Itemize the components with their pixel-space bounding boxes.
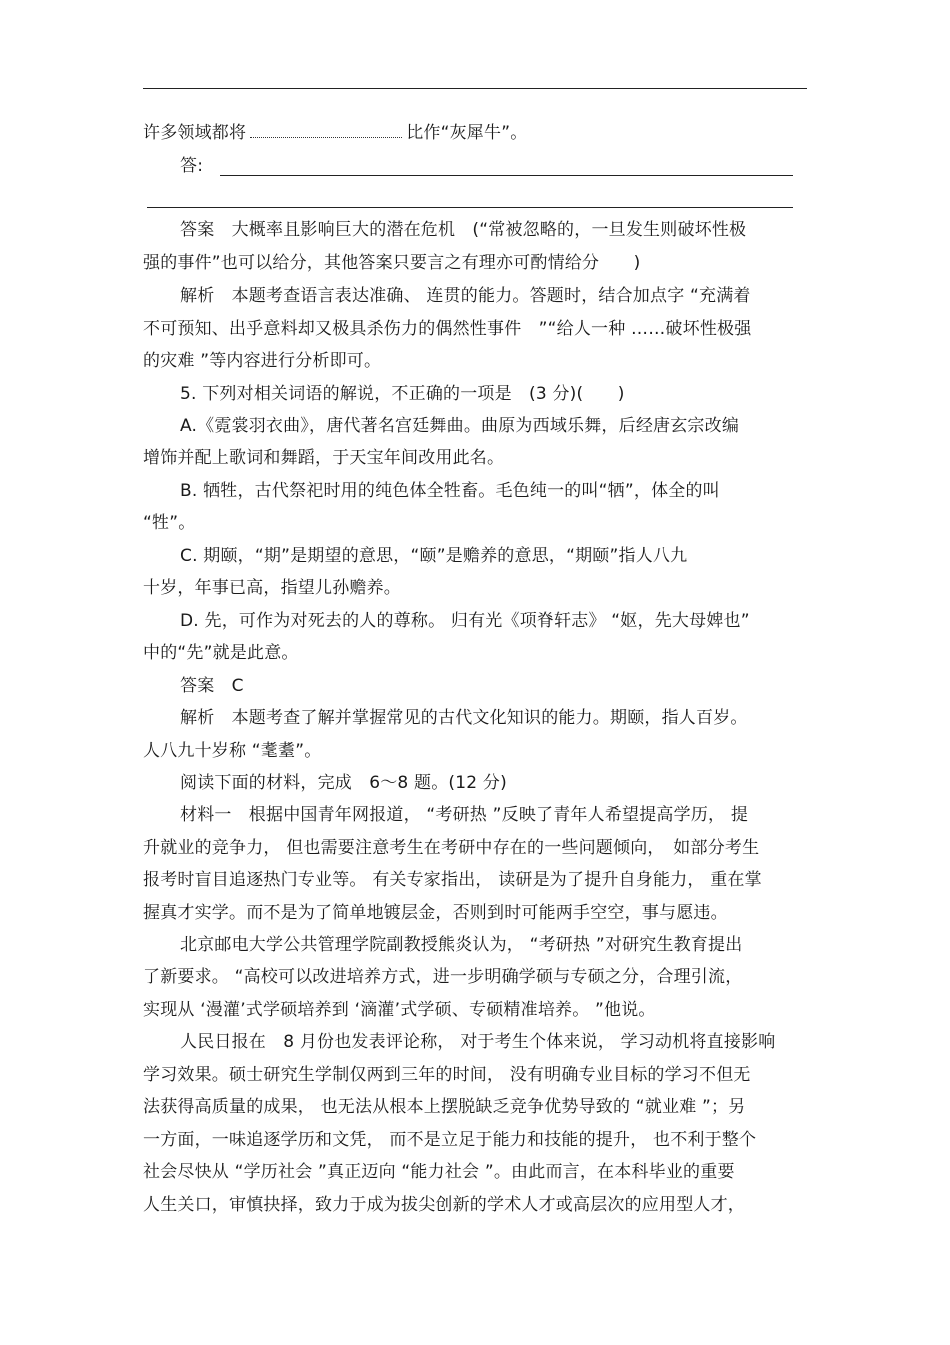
material-paragraph-line: 实现从 ‘漫灌’式学硕培养到 ‘滴灌’式学硕、专硕精准培养。 ”他说。 (143, 1000, 656, 1020)
option-c: C. 期颐，“期”是期望的意思，“颐”是赡养的意思，“期颐”指人八九 (180, 546, 688, 566)
q5-analysis-line: 人八九十岁称 “耄耋”。 (143, 741, 322, 761)
question-5-stem: 5. 下列对相关词语的解说，不正确的一项是 (3 分)( ) (180, 384, 625, 404)
option-d-cont: 中的“先”就是此意。 (143, 643, 299, 663)
question-4-stem-tail (143, 122, 807, 144)
answer-line-2[interactable] (147, 207, 793, 208)
option-c-cont: 十岁，年事已高，指望儿孙赡养。 (143, 578, 401, 598)
material-paragraph-line: 北京邮电大学公共管理学院副教授熊炎认为， “考研热 ”对研究生教育提出 (180, 935, 743, 955)
q4-analysis-line: 的灾难 ”等内容进行分析即可。 (143, 351, 382, 371)
material-paragraph-line: 一方面，一味追逐学历和文凭， 而不是立足于能力和技能的提升， 也不利于整个 (143, 1130, 757, 1150)
option-a: A.《霓裳羽衣曲》，唐代著名宫廷舞曲。曲原为西域乐舞，后经唐玄宗改编 (180, 416, 740, 436)
answer-label: 答: (180, 156, 204, 176)
material-paragraph-line: 握真才实学。而不是为了简单地镀层金，否则到时可能两手空空，事与愿违。 (143, 903, 728, 923)
q4-answer-line: 答案 大概率且影响巨大的潜在危机 (“常被忽略的，一旦发生则破坏性极 (180, 220, 747, 240)
option-b-cont: “牲”。 (143, 513, 196, 533)
material-paragraph-line: 了新要求。 “高校可以改进培养方式，进一步明确学硕与专硕之分，合理引流， (143, 967, 743, 987)
answer-line-1[interactable] (220, 175, 793, 176)
material-paragraph-line: 人生关口，审慎抉择，致力于成为拔尖创新的学术人才或高层次的应用型人才， (143, 1195, 745, 1215)
material-paragraph-line: 学习效果。硕士研究生学制仅两到三年的时间， 没有明确专业目标的学习不但无 (143, 1065, 751, 1085)
material-paragraph-line: 材料一 根据中国青年网报道， “考研热 ”反映了青年人希望提高学历， 提 (180, 805, 749, 825)
fill-blank[interactable] (250, 123, 402, 138)
material-paragraph-line: 人民日报在 8 月份也发表评论称， 对于考生个体来说， 学习动机将直接影响 (180, 1032, 776, 1052)
q4-analysis-line: 不可预知、出乎意料却又极具杀伤力的偶然性事件 ”“给人一种 ……破坏性极强 (143, 319, 752, 339)
q4-answer-line: 强的事件”也可以给分，其他答案只要言之有理亦可酌情给分 ) (143, 253, 641, 273)
option-b: B. 牺牲，古代祭祀时用的纯色体全牲畜。毛色纯一的叫“牺”，体全的叫 (180, 481, 720, 501)
q5-analysis-line: 解析 本题考查了解并掌握常见的古代文化知识的能力。期颐，指人百岁。 (180, 708, 748, 728)
material-paragraph-line: 法获得高质量的成果， 也无法从根本上摆脱缺乏竞争优势导致的 “就业难 ”；另 (143, 1097, 746, 1117)
q5-answer: 答案 C (180, 676, 244, 696)
header-rule (143, 88, 807, 89)
material-paragraph-line: 升就业的竞争力， 但也需要注意考生在考研中存在的一些问题倾向， 如部分考生 (143, 838, 760, 858)
option-a-cont: 增饰并配上歌词和舞蹈，于天宝年间改用此名。 (143, 448, 505, 468)
option-d: D. 先，可作为对死去的人的尊称。 归有光《项脊轩志》 “妪，先大母婢也” (180, 611, 750, 631)
stem-text-before: 许多领域都将 (143, 123, 247, 143)
reading-intro: 阅读下面的材料，完成 6～8 题。(12 分) (180, 773, 507, 793)
stem-text-after: 比作“灰犀牛”。 (406, 123, 528, 143)
q4-analysis-line: 解析 本题考查语言表达准确、 连贯的能力。答题时，结合加点字 “充满着 (180, 286, 751, 306)
material-paragraph-line: 报考时盲目追逐热门专业等。 有关专家指出， 读研是为了提升自身能力， 重在掌 (143, 870, 762, 890)
material-paragraph-line: 社会尽快从 “学历社会 ”真正迈向 “能力社会 ”。由此而言，在本科毕业的重要 (143, 1162, 735, 1182)
